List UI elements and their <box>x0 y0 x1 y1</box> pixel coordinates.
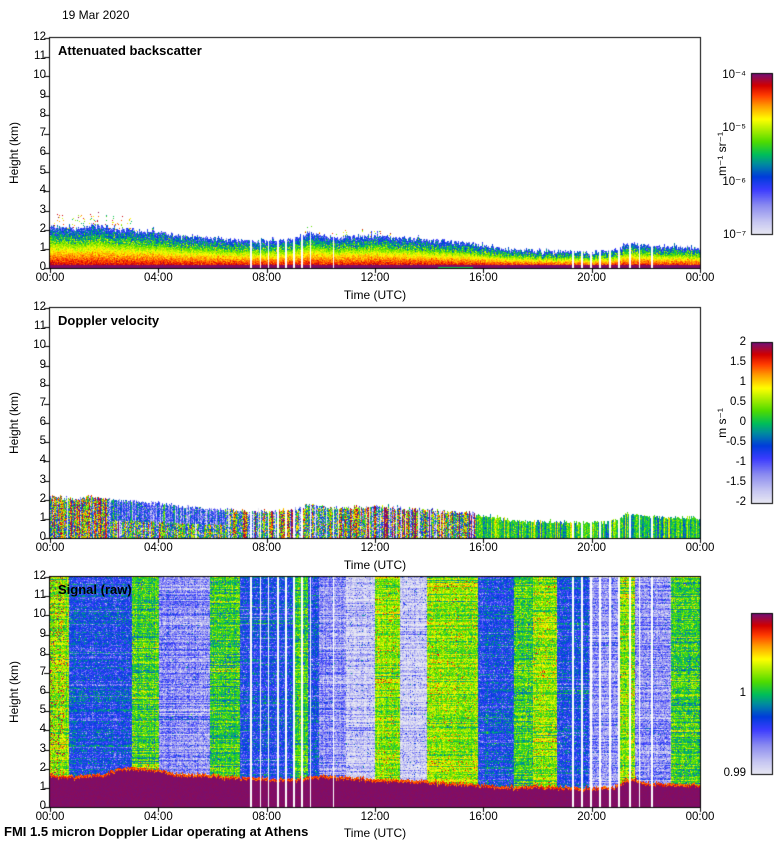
panel2-xtick-1: 04:00 <box>143 542 173 554</box>
panel1-ytick-7: 7 <box>39 126 46 139</box>
panel3-xtick-4: 16:00 <box>468 811 498 823</box>
colorbar1-tick-0: 10⁻⁴ <box>722 69 746 81</box>
panel3-y-axis-label: Height (km) <box>7 661 21 724</box>
panel1-ytick-9: 9 <box>39 88 46 101</box>
panel1-ytick-10: 10 <box>33 69 46 82</box>
colorbar3-tick-1: 0.99 <box>723 767 746 779</box>
panel1-xtick-0: 00:00 <box>35 272 65 284</box>
panel3-xtick-3: 12:00 <box>360 811 390 823</box>
panel2-xtick-3: 12:00 <box>360 542 390 554</box>
panel1-xtick-1: 04:00 <box>143 272 173 284</box>
panel1-x-axis-label: Time (UTC) <box>343 288 407 302</box>
footer-caption: FMI 1.5 micron Doppler Lidar operating at Athens <box>4 824 309 839</box>
colorbar2-tick-2: 1 <box>739 376 746 388</box>
colorbar1-tick-1: 10⁻⁵ <box>722 122 746 135</box>
colorbar2-tick-1: 1.5 <box>730 356 746 368</box>
panel2-ytick-2: 2 <box>39 492 46 505</box>
panel3-ytick-0: 0 <box>39 800 46 812</box>
panel3-xtick-5: 20:00 <box>577 811 607 823</box>
panel2-xtick-4: 16:00 <box>468 542 498 554</box>
panel1-xtick-3: 12:00 <box>360 272 390 284</box>
panel3-xtick-6: 00:00 <box>685 811 715 823</box>
panel2-xtick-2: 08:00 <box>252 542 282 554</box>
panel3-ytick-7: 7 <box>39 665 46 678</box>
panel2-ytick-1: 1 <box>39 511 46 524</box>
colorbar2-tick-5: -0.5 <box>726 436 746 448</box>
colorbar2-tick-6: -1 <box>735 456 746 468</box>
panel3-ytick-12: 12 <box>33 570 46 582</box>
colorbar2-tick-4: 0 <box>739 416 746 428</box>
panel3-ytick-3: 3 <box>39 742 46 755</box>
panel1-ytick-3: 3 <box>39 203 46 216</box>
panel2-ytick-3: 3 <box>39 473 46 486</box>
panel1-y-axis-label: Height (km) <box>7 122 21 185</box>
panel1-xtick-6: 00:00 <box>685 272 715 284</box>
panel2-ytick-11: 11 <box>34 320 46 333</box>
panel1-ytick-6: 6 <box>39 146 46 158</box>
panel3-xtick-2: 08:00 <box>252 811 282 823</box>
panel2-title: Doppler velocity <box>58 313 160 328</box>
panel1-ytick-11: 11 <box>34 50 46 63</box>
panel3-ytick-1: 1 <box>39 780 46 793</box>
panel2-ytick-4: 4 <box>39 454 46 467</box>
panel1-ytick-4: 4 <box>39 184 46 197</box>
colorbar1-tick-2: 10⁻⁶ <box>722 175 746 188</box>
panel3-xtick-0: 00:00 <box>35 811 65 823</box>
panel1-xtick-4: 16:00 <box>468 272 498 284</box>
panel2-ytick-5: 5 <box>39 435 46 448</box>
panel1-title: Attenuated backscatter <box>58 43 202 58</box>
panel1-ytick-8: 8 <box>39 107 46 120</box>
colorbar2-tick-3: 0.5 <box>730 396 746 408</box>
colorbar1-unit-label: m⁻¹ sr⁻¹ <box>715 132 729 176</box>
panel2-xtick-6: 00:00 <box>685 542 715 554</box>
panel2-xtick-5: 20:00 <box>577 542 607 554</box>
panel2-ytick-6: 6 <box>39 416 46 428</box>
panel2-ytick-12: 12 <box>33 301 46 313</box>
panel2-ytick-7: 7 <box>39 396 46 409</box>
date-label: 19 Mar 2020 <box>62 8 130 22</box>
panel1-xtick-2: 08:00 <box>252 272 282 284</box>
colorbar2-tick-7: -1.5 <box>726 476 746 488</box>
panel2-x-axis-label: Time (UTC) <box>343 558 407 572</box>
panel2-xtick-0: 00:00 <box>35 542 65 554</box>
panel3-ytick-8: 8 <box>39 646 46 659</box>
colorbar2-tick-0: 2 <box>739 336 746 348</box>
panel2-y-axis-label: Height (km) <box>7 392 21 455</box>
panel2-ytick-8: 8 <box>39 377 46 390</box>
panel3-ytick-6: 6 <box>39 685 46 697</box>
panel3-ytick-11: 11 <box>34 589 46 602</box>
panel3-ytick-2: 2 <box>39 761 46 774</box>
panel3-xtick-1: 04:00 <box>143 811 173 823</box>
colorbar2-tick-8: -2 <box>735 496 746 508</box>
panel3-title: Signal (raw) <box>58 582 132 597</box>
panel3-ytick-5: 5 <box>39 704 46 717</box>
panel2-ytick-0: 0 <box>39 531 46 543</box>
colorbar3-tick-0: 1 <box>739 687 746 699</box>
panel1-xtick-5: 20:00 <box>577 272 607 284</box>
panel2-ytick-9: 9 <box>39 358 46 371</box>
panel1-ytick-12: 12 <box>33 31 46 43</box>
panel1-ytick-1: 1 <box>39 241 46 254</box>
colorbar1-tick-3: 10⁻⁷ <box>722 229 746 241</box>
panel1-ytick-0: 0 <box>39 261 46 273</box>
panel3-x-axis-label: Time (UTC) <box>343 826 407 840</box>
colorbar2-unit-label: m s⁻¹ <box>715 408 729 438</box>
panel3-ytick-10: 10 <box>33 608 46 621</box>
panel2-ytick-10: 10 <box>33 339 46 352</box>
panel3-ytick-9: 9 <box>39 627 46 640</box>
panel1-ytick-5: 5 <box>39 165 46 178</box>
panel1-ytick-2: 2 <box>39 222 46 235</box>
panel3-ytick-4: 4 <box>39 723 46 736</box>
